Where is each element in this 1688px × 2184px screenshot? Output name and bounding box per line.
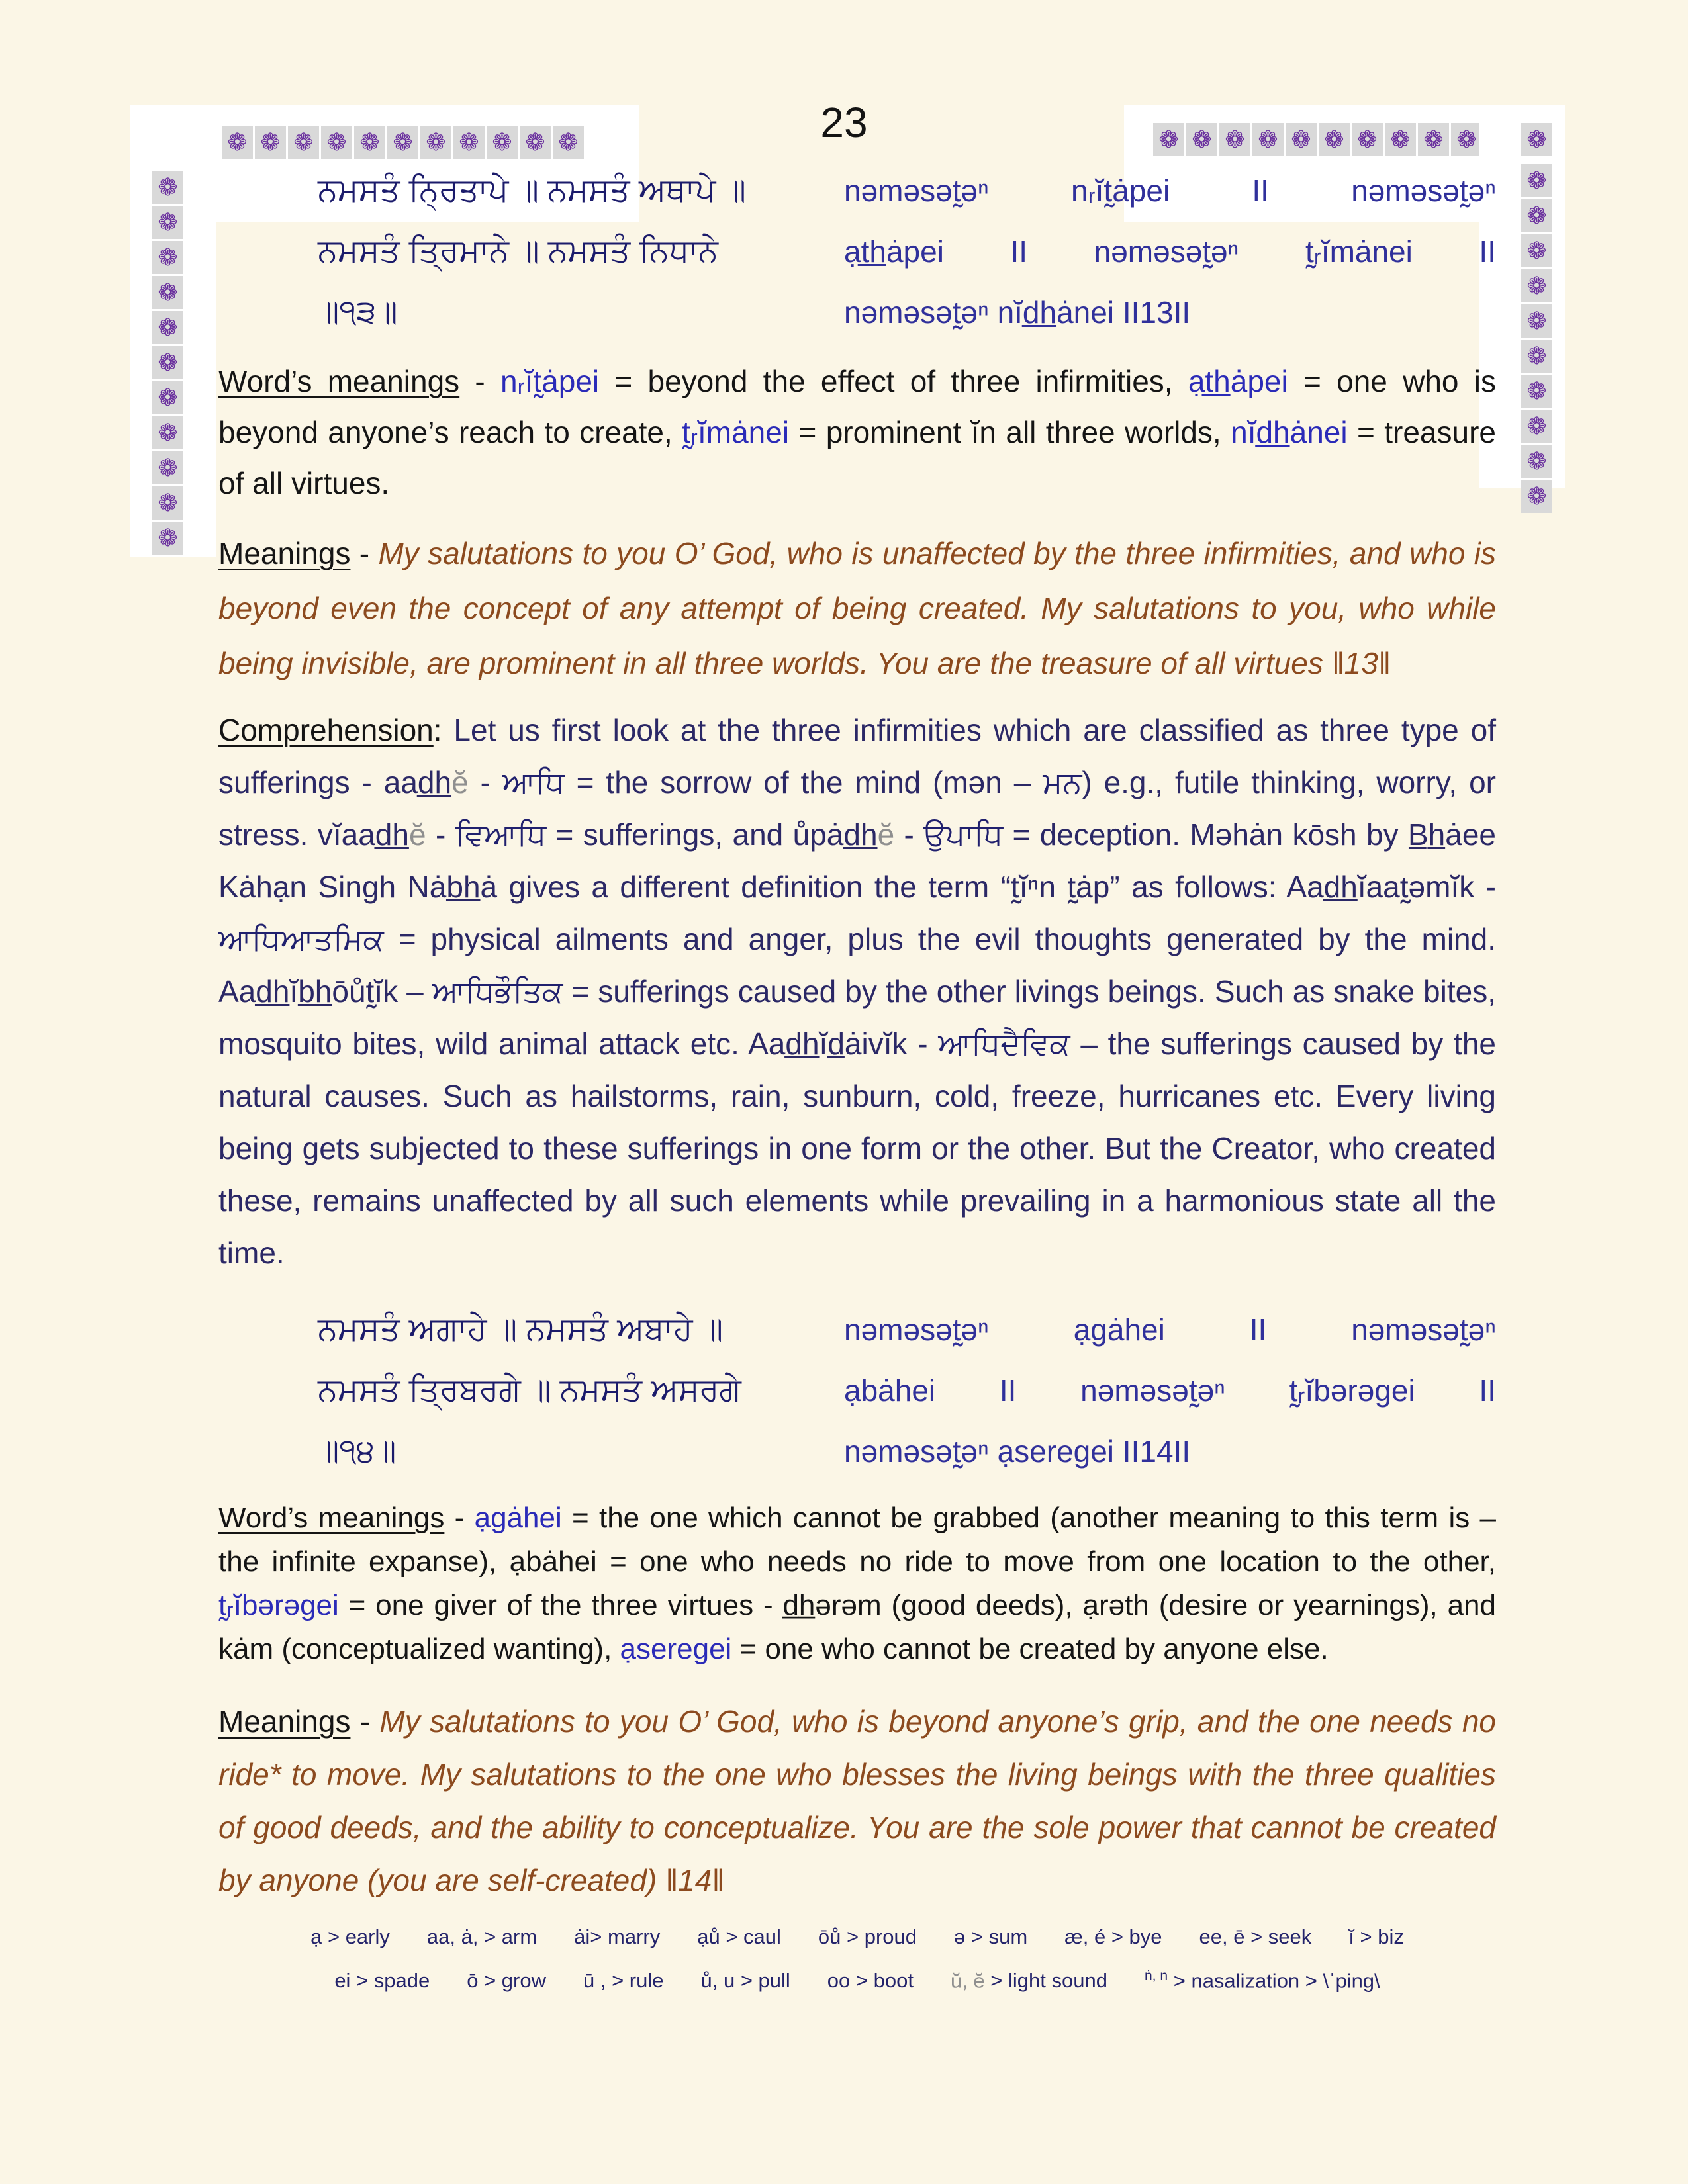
pronunciation-key-row-2 — [218, 1956, 1496, 2000]
text-segment: Let us first look at the three infirmities which are classified as three type of sufferings - aad̲h̲ — [218, 713, 1496, 799]
flower-icon: ❁ — [1521, 269, 1552, 302]
flower-icon: ❁ — [553, 126, 584, 159]
text-segment: = sufferings, and ůpȧd̲h̲ — [546, 817, 878, 852]
flower-icon: ❁ — [152, 206, 183, 239]
comprehension-paragraph — [218, 704, 1496, 1279]
text-segment: ee, ē > seek — [1199, 1925, 1312, 1948]
text-segment: ŭ, ĕ — [950, 1969, 985, 1993]
text-segment: ਮਨ — [1043, 765, 1082, 799]
text-segment: ȧi> marry — [574, 1925, 661, 1948]
text-segment: - — [468, 765, 502, 799]
flower-icon: ❁ — [354, 126, 385, 159]
transliteration-line: nəməsət̰əⁿ nᵣĭt̰ȧpei II nəməsət̰əⁿ — [844, 173, 1496, 208]
text-segment: = sufferings caused by the other livings beings. Such as snake bites, mosquito bites, wild animal attack etc. Aad̲h̲ĭd̲ȧivĭk - — [218, 974, 1496, 1061]
text-segment: My salutations to you O’ God, who is beyond anyone’s grip, and the one needs no ride* to move. My salutations to the one who blesses the living beings with the three qualities of good deeds, and the ability to conceptualize. You are the sole power that cannot be created by anyone (you are self-created) ‖14‖ — [218, 1704, 1497, 1897]
flower-icon: ❁ — [387, 126, 418, 159]
flower-icon: ❁ — [1252, 123, 1284, 156]
flower-icon: ❁ — [1521, 410, 1552, 443]
flower-icon: ❁ — [1521, 304, 1552, 338]
flower-icon: ❁ — [1521, 340, 1552, 373]
flower-icon: ❁ — [1418, 123, 1449, 156]
flower-icon: ❁ — [1521, 375, 1552, 408]
flower-icon: ❁ — [152, 416, 183, 449]
pronunciation-key — [218, 1917, 1496, 2000]
text-segment: t̰ᵣĭbərəgei — [218, 1589, 339, 1621]
flower-icon: ❁ — [1286, 123, 1317, 156]
flower-icon: ❁ — [152, 486, 183, 520]
text-segment: æ, é > bye — [1064, 1925, 1162, 1948]
text-segment: ਵਿਆਧਿ — [455, 817, 547, 852]
text-segment: ĕ — [877, 817, 895, 852]
text-segment: ū , > rule — [583, 1969, 664, 1993]
flower-icon: ❁ — [1451, 123, 1482, 156]
border-left-vertical — [130, 105, 216, 557]
gurmukhi-line: ॥੧੪॥ — [318, 1433, 397, 1469]
gurmukhi-line: ਨਮਸਤੰ ਨ੍ਰਿਤਾਪੇ ॥ ਨਮਸਤੰ ਅਥਾਪੇ ॥ — [318, 173, 746, 208]
text-segment: = the one which cannot be grabbed (another meaning to this term is – the infinite expanse), ạbȧhei = one who needs no ride to move from one location to the other, — [218, 1502, 1496, 1578]
text-segment: = deception. Məhȧn kōsh by B̲h̲ȧee Kȧhạn Singh Nȧb̲h̲ȧ gives a different definition the term “t̰ĭⁿn t̰ȧp” as follows: Aad̲h̲ĭaat̰əmĭk - — [218, 817, 1496, 904]
flower-icon: ❁ — [152, 171, 183, 204]
verse-14-gurmukhi — [218, 1299, 814, 1482]
flower-icon: ❁ — [152, 381, 183, 414]
text-segment: ) e.g., futile thinking, worry, or stress. vĭaad̲h̲ — [218, 765, 1496, 852]
text-segment: ạ > early — [310, 1925, 390, 1948]
verse-13-transliteration — [844, 160, 1496, 343]
word-meanings-13-paragraph — [218, 356, 1496, 509]
transliteration-line: nəməsət̰əⁿ ạseregei II14II — [844, 1434, 1191, 1469]
flower-icon: ❁ — [152, 311, 183, 344]
flower-icon: ❁ — [1153, 123, 1184, 156]
text-segment: ਆਧਿਭੌਤਿਕ — [432, 974, 563, 1009]
text-segment: ĕ — [451, 765, 469, 799]
text-segment: ṅ, n — [1144, 1968, 1168, 1983]
flower-icon: ❁ — [453, 126, 485, 159]
gurmukhi-line: ਨਮਸਤੰ ਤ੍ਰਿਮਾਨੇ ॥ ਨਮਸਤੰ ਨਿਧਾਨੇ — [318, 234, 718, 269]
text-segment: ōů > proud — [818, 1925, 917, 1948]
word-meanings-14-paragraph — [218, 1496, 1496, 1671]
page-number: 23 — [820, 99, 868, 146]
text-segment: Comprehension — [218, 713, 434, 747]
flower-icon: ❁ — [1219, 123, 1250, 156]
flower-icon: ❁ — [1521, 445, 1552, 478]
text-segment: ů, u > pull — [700, 1969, 790, 1993]
flower-icon: ❁ — [152, 241, 183, 274]
text-segment: = physical ailments and anger, plus the evil thoughts generated by the mind. Aad̲h̲ĭb̲h̲ōůt̰ĭk – — [218, 922, 1496, 1009]
flower-icon: ❁ — [420, 126, 451, 159]
text-segment: ạgȧhei — [474, 1502, 562, 1534]
verse-14-transliteration — [844, 1299, 1496, 1482]
flower-icon: ❁ — [520, 126, 551, 159]
text-segment: - — [459, 364, 500, 398]
text-segment: - — [350, 1704, 380, 1739]
flower-icon: ❁ — [1521, 234, 1552, 267]
flower-icon: ❁ — [152, 451, 183, 484]
flower-icon: ❁ — [1521, 123, 1552, 156]
text-segment: – the sufferings caused by the natural causes. Such as hailstorms, rain, sunburn, cold, freeze, hurricanes etc. Every living being gets subjected to these sufferings in one form or the other. But the Creator, who created these, remains unaffected by all such elements while prevailing in a harmonious state all the time. — [218, 1026, 1497, 1270]
gurmukhi-line: ॥੧੩॥ — [318, 295, 398, 330]
verse-block-14 — [218, 1299, 1496, 1482]
flower-icon: ❁ — [288, 126, 319, 159]
text-segment: ạů > caul — [697, 1925, 781, 1948]
text-segment: My salutations to you O’ God, who is unaffected by the three infirmities, and who is beyond even the concept of any attempt of being created. My salutations to you, who while being invisible, are prominent in all three worlds. You are the treasure of all virtues ‖13‖ — [218, 536, 1496, 680]
text-segment: = one who cannot be created by anyone else. — [731, 1633, 1329, 1665]
text-segment: ਆਧਿਆਤਮਿਕ — [218, 922, 384, 956]
text-segment: - — [350, 536, 379, 570]
flower-icon: ❁ — [152, 522, 183, 555]
text-segment: = the sorrow of the mind (mən – — [564, 765, 1043, 799]
flower-icon: ❁ — [152, 346, 183, 379]
text-segment: Meanings — [218, 536, 351, 570]
text-segment: nĭd̲h̲ȧnei — [1231, 415, 1348, 449]
flower-icon: ❁ — [1319, 123, 1350, 156]
transliteration-line: nəməsət̰əⁿ ạgȧhei II nəməsət̰əⁿ — [844, 1312, 1496, 1347]
flower-icon: ❁ — [255, 126, 286, 159]
text-segment: ei > spade — [334, 1969, 430, 1993]
text-segment: oo > boot — [827, 1969, 914, 1993]
text-segment: - — [426, 817, 455, 852]
text-segment: = prominent ĭn all three worlds, — [789, 415, 1231, 449]
text-segment: Word’s meanings — [218, 364, 460, 398]
text-segment: t̰ᵣĭmȧnei — [682, 415, 790, 449]
meanings-14-paragraph — [218, 1695, 1496, 1907]
flower-icon: ❁ — [1521, 164, 1552, 197]
text-segment: ਆਧਿਦੈਵਿਕ — [938, 1026, 1070, 1061]
text-segment: ĭ > biz — [1348, 1925, 1404, 1948]
flower-icon: ❁ — [1385, 123, 1416, 156]
text-segment: - — [444, 1502, 475, 1534]
transliteration-line: nəməsət̰əⁿ nĭd̲h̲ȧnei II13II — [844, 295, 1191, 330]
text-segment: > light sound — [984, 1969, 1107, 1993]
text-segment: = one who is beyond anyone’s reach to create, — [218, 364, 1496, 449]
text-segment: aa, ȧ, > arm — [426, 1925, 538, 1948]
flower-icon: ❁ — [222, 126, 253, 159]
text-segment: ạseregei — [620, 1633, 732, 1665]
pronunciation-key-row-1 — [218, 1917, 1496, 1956]
gurmukhi-line: ਨਮਸਤੰ ਅਗਾਹੇ ॥ ਨਮਸਤੰ ਅਬਾਹੇ ॥ — [318, 1312, 724, 1347]
transliteration-line: ạt̲h̲ȧpei II nəməsət̰əⁿ t̰ᵣĭmȧnei II — [844, 234, 1496, 269]
text-segment: - — [894, 817, 924, 852]
flower-icon: ❁ — [152, 276, 183, 309]
text-segment: nᵣĭt̰ȧpei — [500, 364, 600, 398]
text-segment: : — [433, 713, 442, 747]
flower-border-column — [1521, 164, 1565, 513]
text-segment: = one giver of the three virtues - d̲h̲ərəm (good deeds), ạrəth (desire or yearnings), and kȧm (conceptualized wanting), — [218, 1589, 1496, 1665]
text-segment: ਉਪਾਧਿ — [923, 817, 1004, 852]
flower-border-column — [152, 171, 216, 555]
text-segment: Word’s meanings — [218, 1502, 445, 1534]
flower-icon: ❁ — [1521, 480, 1552, 513]
text-segment: ō > grow — [467, 1969, 546, 1993]
text-segment: ə > sum — [954, 1925, 1028, 1948]
content-column — [218, 0, 1496, 2000]
text-segment: ਆਧਿ — [502, 765, 565, 799]
text-segment: = treasure of all virtues. — [218, 415, 1496, 500]
flower-icon: ❁ — [1521, 199, 1552, 232]
text-segment: ĕ — [408, 817, 426, 852]
verse-block-13 — [218, 160, 1496, 343]
text-segment: = beyond the effect of three infirmities, — [599, 364, 1188, 398]
text-segment: Meanings — [218, 1704, 351, 1739]
text-segment: > nasalization > \ˈping\ — [1168, 1969, 1380, 1993]
gurmukhi-line: ਨਮਸਤੰ ਤ੍ਰਿਬਰਗੇ ॥ ਨਮਸਤੰ ਅਸਰਗੇ — [318, 1373, 741, 1408]
flower-icon: ❁ — [321, 126, 352, 159]
verse-13-gurmukhi — [218, 160, 814, 343]
text-segment: ạt̲h̲ȧpei — [1188, 364, 1288, 398]
flower-icon: ❁ — [487, 126, 518, 159]
transliteration-line: ạbȧhei II nəməsət̰əⁿ t̰ᵣĭbərəgei II — [844, 1373, 1496, 1408]
meanings-13-paragraph — [218, 526, 1496, 691]
flower-icon: ❁ — [1352, 123, 1383, 156]
flower-icon: ❁ — [1186, 123, 1217, 156]
